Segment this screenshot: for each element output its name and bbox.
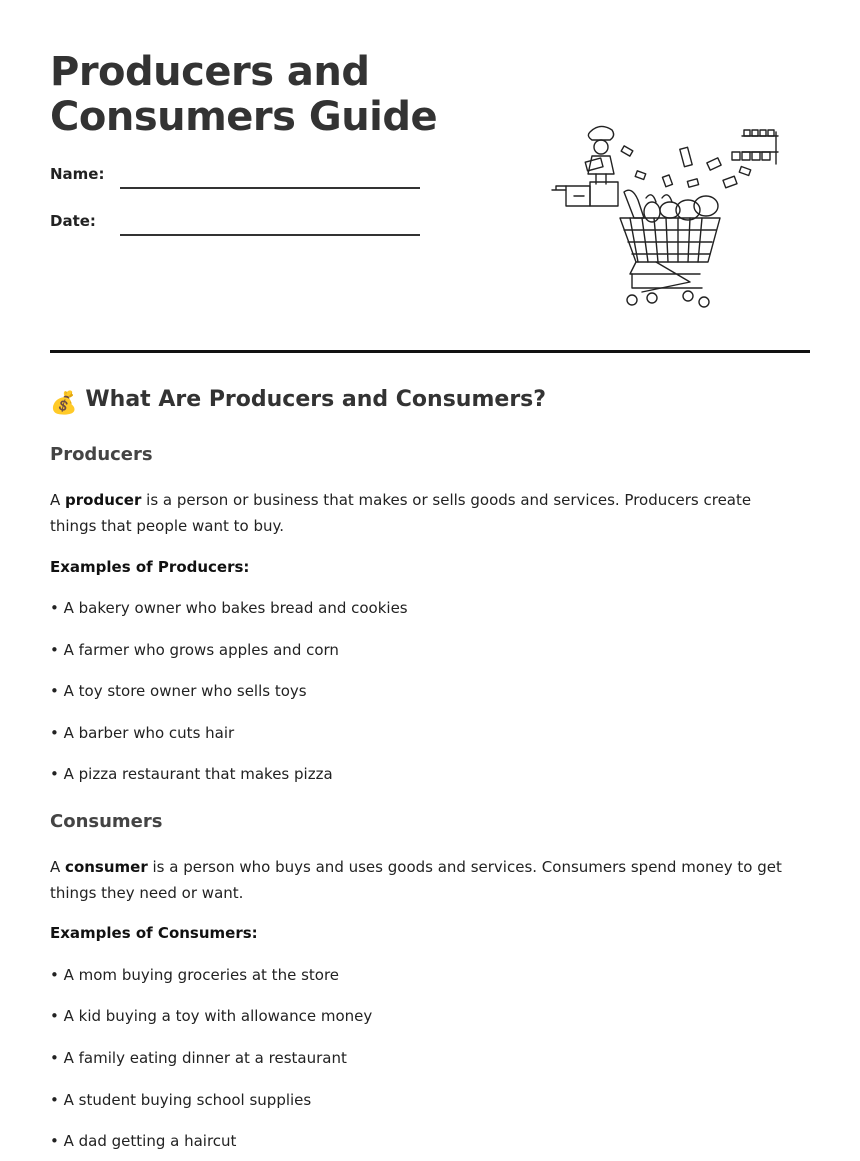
grocery-shelf xyxy=(732,130,778,164)
consumer-examples-label: Examples of Consumers: xyxy=(50,924,258,942)
list-item: • A family eating dinner at a restaurant xyxy=(50,1049,347,1067)
list-item: • A pizza restaurant that makes pizza xyxy=(50,765,333,783)
producers-heading: Producers xyxy=(50,444,153,465)
shopping-cart-money-icon xyxy=(548,118,784,312)
list-item: • A farmer who grows apples and corn xyxy=(50,641,339,659)
name-label: Name: xyxy=(50,165,105,183)
consumer-term: consumer xyxy=(65,858,148,876)
date-label: Date: xyxy=(50,212,96,230)
consumer-def-text: is a person who buys and uses goods and services. Consumers spend money to get things they need or want. xyxy=(50,858,782,902)
section-heading-text: What Are Producers and Consumers? xyxy=(85,387,547,412)
name-field-line[interactable] xyxy=(120,187,420,189)
list-item: • A toy store owner who sells toys xyxy=(50,682,307,700)
header-divider xyxy=(50,350,810,353)
date-field-line[interactable] xyxy=(120,234,420,236)
list-item: • A barber who cuts hair xyxy=(50,724,235,742)
producer-def-text: is a person or business that makes or sells goods and services. Producers create things that people want to buy. xyxy=(50,491,752,535)
shopkeeper-figure xyxy=(585,126,614,184)
money-bag-icon: 💰 xyxy=(50,391,78,416)
flying-money xyxy=(621,146,751,188)
producer-examples-label: Examples of Producers: xyxy=(50,558,250,576)
consumer-definition xyxy=(50,854,790,906)
list-item: • A dad getting a haircut xyxy=(50,1132,237,1150)
list-item: • A mom buying groceries at the store xyxy=(50,966,340,984)
register-counter xyxy=(552,182,618,206)
section-heading xyxy=(50,387,546,416)
producer-definition xyxy=(50,487,790,539)
page-title: Producers and Consumers Guide xyxy=(50,49,438,140)
producer-term: producer xyxy=(65,491,142,509)
consumers-heading: Consumers xyxy=(50,811,163,832)
producer-def-prefix: A xyxy=(50,491,61,509)
list-item: • A bakery owner who bakes bread and cookies xyxy=(50,599,408,617)
shopping-cart xyxy=(620,218,720,307)
consumer-def-prefix: A xyxy=(50,858,61,876)
list-item: • A student buying school supplies xyxy=(50,1091,312,1109)
list-item: • A kid buying a toy with allowance money xyxy=(50,1007,373,1025)
groceries xyxy=(624,190,718,222)
